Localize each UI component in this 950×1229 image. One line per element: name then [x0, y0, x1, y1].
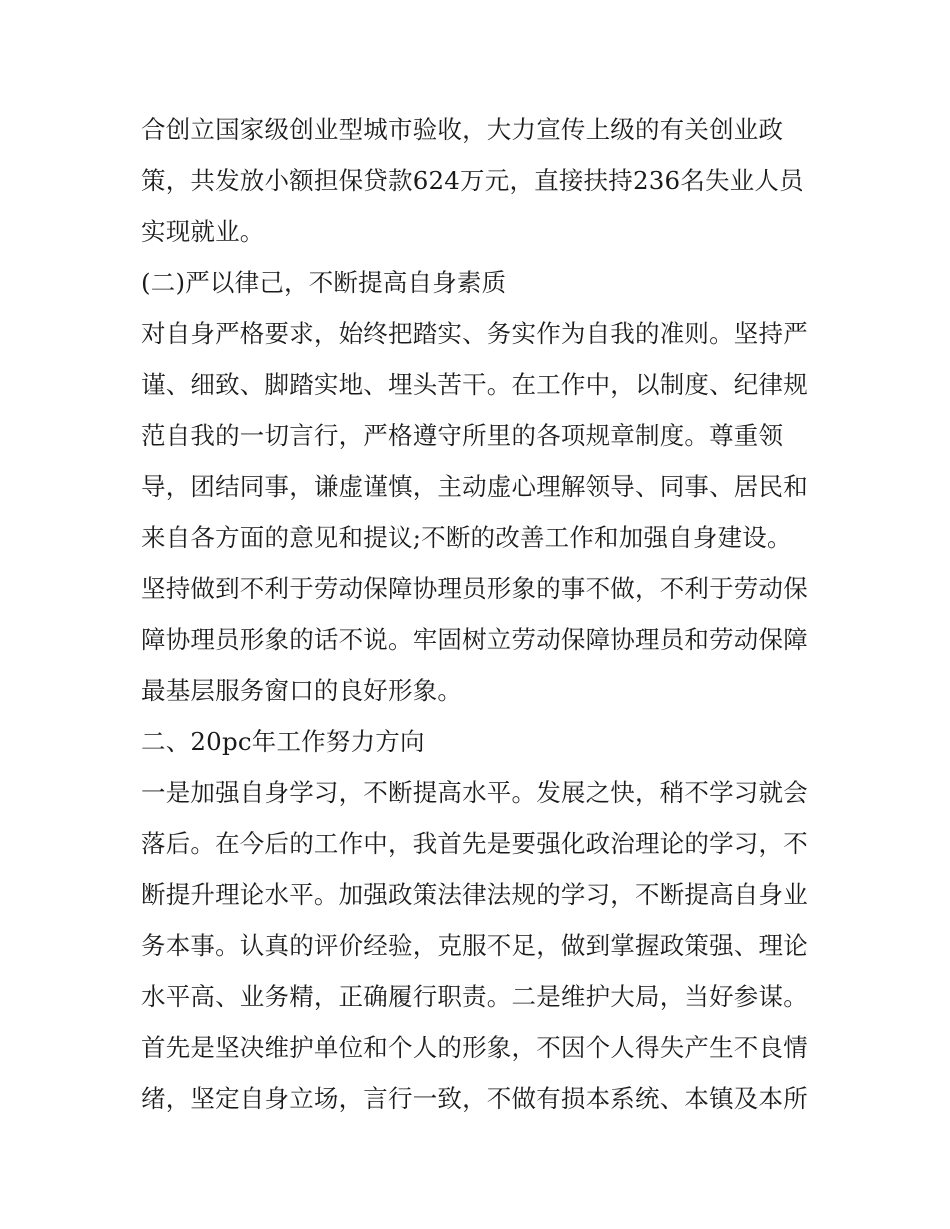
paragraph-line: 策，共发放小额担保贷款624万元，直接扶持236名失业人员	[141, 166, 804, 195]
paragraph-line: 水平高、业务精，正确履行职责。二是维护大局，当好参谋。	[141, 982, 808, 1011]
paragraph-line: 合创立国家级创业型城市验收，大力宣传上级的有关创业政	[141, 115, 784, 144]
paragraph-line: 首先是坚决维护单位和个人的形象，不因个人得失产生不良情	[141, 1033, 808, 1062]
document-body	[141, 104, 821, 1124]
paragraph-line: 范自我的一切言行，严格遵守所里的各项规章制度。尊重领	[141, 421, 784, 450]
paragraph-line: 坚持做到不利于劳动保障协理员形象的事不做，不利于劳动保	[141, 574, 808, 603]
paragraph-line: 来自各方面的意见和提议;不断的改善工作和加强自身建设。	[141, 523, 792, 552]
paragraph-line: 落后。在今后的工作中，我首先是要强化政治理论的学习，不	[141, 829, 808, 858]
paragraph-line: 实现就业。	[141, 217, 265, 246]
section-heading: (二)严以律己，不断提高自身素质	[141, 268, 507, 297]
paragraph-line: 谨、细致、脚踏实地、埋头苦干。在工作中，以制度、纪律规	[141, 370, 808, 399]
paragraph-line: 对自身严格要求，始终把踏实、务实作为自我的准则。坚持严	[141, 319, 808, 348]
paragraph-line: 务本事。认真的评价经验，克服不足，做到掌握政策强、理论	[141, 931, 808, 960]
paragraph-line: 导，团结同事，谦虚谨慎，主动虚心理解领导、同事、居民和	[141, 472, 808, 501]
paragraph-line: 绪，坚定自身立场，言行一致，不做有损本系统、本镇及本所	[141, 1084, 808, 1113]
paragraph-line: 一是加强自身学习，不断提高水平。发展之快，稍不学习就会	[141, 778, 808, 807]
paragraph-line: 断提升理论水平。加强政策法律法规的学习，不断提高自身业	[141, 880, 808, 909]
paragraph-line: 最基层服务窗口的良好形象。	[141, 676, 463, 705]
paragraph-line: 障协理员形象的话不说。牢固树立劳动保障协理员和劳动保障	[141, 625, 808, 654]
section-heading: 二、20pc年工作努力方向	[141, 727, 425, 756]
